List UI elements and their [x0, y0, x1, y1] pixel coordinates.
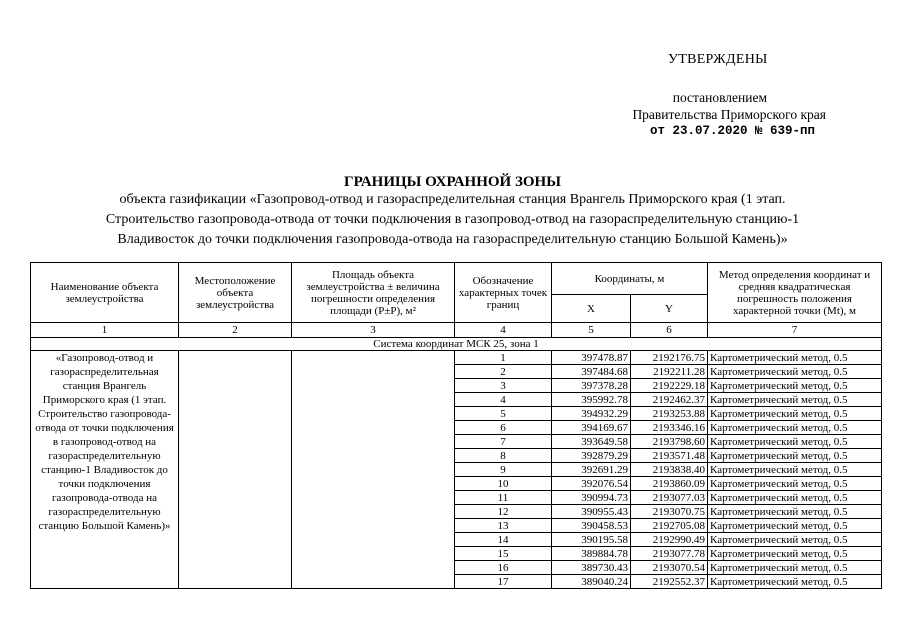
header-y: Y — [631, 295, 708, 323]
x-cell: 390994.73 — [552, 491, 631, 505]
point-cell: 9 — [455, 463, 552, 477]
decree-line-2: Правительства Приморского края — [632, 107, 826, 122]
x-cell: 390195.58 — [552, 533, 631, 547]
point-cell: 4 — [455, 393, 552, 407]
point-cell: 6 — [455, 421, 552, 435]
method-cell: Картометрический метод, 0.5 — [708, 519, 882, 533]
x-cell: 395992.78 — [552, 393, 631, 407]
method-cell: Картометрический метод, 0.5 — [708, 491, 882, 505]
x-cell: 389730.43 — [552, 561, 631, 575]
x-cell: 397484.68 — [552, 365, 631, 379]
point-cell: 11 — [455, 491, 552, 505]
point-cell: 13 — [455, 519, 552, 533]
point-cell: 17 — [455, 575, 552, 589]
boundary-table — [30, 262, 882, 589]
x-cell: 392691.29 — [552, 463, 631, 477]
approved-label: УТВЕРЖДЕНЫ — [668, 52, 768, 67]
point-cell: 5 — [455, 407, 552, 421]
point-cell: 2 — [455, 365, 552, 379]
area-cell — [292, 351, 455, 589]
method-cell: Картометрический метод, 0.5 — [708, 449, 882, 463]
header-points: Обозначение характерных точек границ — [455, 263, 552, 323]
x-cell: 397478.87 — [552, 351, 631, 365]
decree-number: от 23.07.2020 № 639-пп — [650, 124, 816, 138]
point-cell: 14 — [455, 533, 552, 547]
x-cell: 389040.24 — [552, 575, 631, 589]
y-cell: 2192211.28 — [631, 365, 708, 379]
method-cell: Картометрический метод, 0.5 — [708, 407, 882, 421]
col-number-7: 7 — [708, 323, 882, 338]
document-title: ГРАНИЦЫ ОХРАННОЙ ЗОНЫ — [344, 174, 561, 190]
method-cell: Картометрический метод, 0.5 — [708, 575, 882, 589]
point-cell: 12 — [455, 505, 552, 519]
col-number-2: 2 — [179, 323, 292, 338]
col-number-1: 1 — [31, 323, 179, 338]
x-cell: 389884.78 — [552, 547, 631, 561]
method-cell: Картометрический метод, 0.5 — [708, 561, 882, 575]
method-cell: Картометрический метод, 0.5 — [708, 533, 882, 547]
y-cell: 2192462.37 — [631, 393, 708, 407]
x-cell: 394932.29 — [552, 407, 631, 421]
x-cell: 390458.53 — [552, 519, 631, 533]
y-cell: 2193860.09 — [631, 477, 708, 491]
method-cell: Картометрический метод, 0.5 — [708, 351, 882, 365]
method-cell: Картометрический метод, 0.5 — [708, 477, 882, 491]
x-cell: 392076.54 — [552, 477, 631, 491]
table-row — [31, 351, 882, 365]
x-cell: 393649.58 — [552, 435, 631, 449]
header-coordinates: Координаты, м — [552, 263, 708, 295]
header-x: X — [552, 295, 631, 323]
col-number-5: 5 — [552, 323, 631, 338]
col-number-3: 3 — [292, 323, 455, 338]
y-cell: 2193253.88 — [631, 407, 708, 421]
y-cell: 2193077.78 — [631, 547, 708, 561]
header-area: Площадь объекта землеустройства ± величина погрешности определения площади (P±P), м² — [292, 263, 455, 323]
point-cell: 1 — [455, 351, 552, 365]
y-cell: 2193571.48 — [631, 449, 708, 463]
method-cell: Картометрический метод, 0.5 — [708, 547, 882, 561]
subtitle-line-2: Строительство газопровода-отвода от точки подключения в газопровод-отвод на газораспределительную станцию-1 — [105, 212, 800, 227]
y-cell: 2192176.75 — [631, 351, 708, 365]
x-cell: 390955.43 — [552, 505, 631, 519]
x-cell: 397378.28 — [552, 379, 631, 393]
y-cell: 2192552.37 — [631, 575, 708, 589]
header-method: Метод определения координат и средняя квадратическая погрешность положения характерной точки (Mt), м — [708, 263, 882, 323]
x-cell: 392879.29 — [552, 449, 631, 463]
method-cell: Картометрический метод, 0.5 — [708, 393, 882, 407]
coordinate-system: Система координат МСК 25, зона 1 — [31, 338, 882, 351]
point-cell: 16 — [455, 561, 552, 575]
y-cell: 2193838.40 — [631, 463, 708, 477]
col-number-6: 6 — [631, 323, 708, 338]
point-cell: 10 — [455, 477, 552, 491]
method-cell: Картометрический метод, 0.5 — [708, 379, 882, 393]
method-cell: Картометрический метод, 0.5 — [708, 435, 882, 449]
subtitle-line-1: объекта газификации «Газопровод-отвод и газораспределительная станция Врангель Приморского края (1 этап. — [119, 192, 786, 207]
point-cell: 15 — [455, 547, 552, 561]
method-cell: Картометрический метод, 0.5 — [708, 463, 882, 477]
point-cell: 3 — [455, 379, 552, 393]
y-cell: 2193798.60 — [631, 435, 708, 449]
point-cell: 8 — [455, 449, 552, 463]
y-cell: 2192705.08 — [631, 519, 708, 533]
y-cell: 2192990.49 — [631, 533, 708, 547]
y-cell: 2193346.16 — [631, 421, 708, 435]
x-cell: 394169.67 — [552, 421, 631, 435]
col-number-4: 4 — [455, 323, 552, 338]
method-cell: Картометрический метод, 0.5 — [708, 365, 882, 379]
point-cell: 7 — [455, 435, 552, 449]
header-location: Местоположение объекта землеустройства — [179, 263, 292, 323]
subtitle-line-3: Владивосток до точки подключения газопровода-отвода на газораспределительную станцию Большой Камень)» — [117, 232, 788, 247]
y-cell: 2193070.54 — [631, 561, 708, 575]
y-cell: 2193077.03 — [631, 491, 708, 505]
decree-line-1: постановлением — [672, 90, 767, 105]
header-object-name: Наименование объекта землеустройства — [31, 263, 179, 323]
method-cell: Картометрический метод, 0.5 — [708, 505, 882, 519]
y-cell: 2192229.18 — [631, 379, 708, 393]
y-cell: 2193070.75 — [631, 505, 708, 519]
method-cell: Картометрический метод, 0.5 — [708, 421, 882, 435]
object-name-cell: «Газопровод-отвод и газораспределительная станция Врангель Приморского края (1 этап. Строительство газопровода-отвода от точки подключения в газопровод-отвод на газораспределительную станцию-1 Владивосток до точки подключения газопровода-отвода на газораспределительную станцию Большой Камень)» — [31, 351, 179, 589]
location-cell — [179, 351, 292, 589]
